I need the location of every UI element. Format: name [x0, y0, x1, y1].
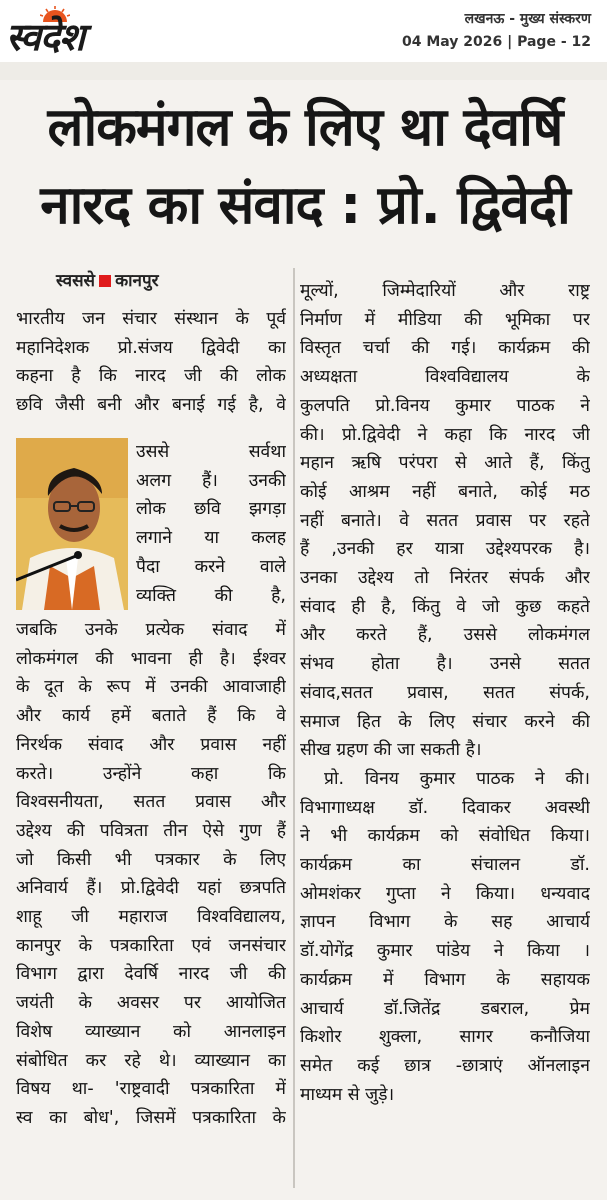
text-line: उनका उद्देश्य तो निरंतर संपर्क और	[300, 568, 590, 589]
text-line: जो किसी भी पत्रकार के लिए	[16, 849, 286, 870]
text-line: कार्यक्रम का संचालन डॉ.	[300, 855, 590, 876]
text-line: सीख ग्रहण की जा सकती है।	[300, 740, 482, 761]
masthead	[0, 0, 607, 60]
text-line: समेत कई छात्र -छात्राएं ऑनलाइन	[300, 1055, 590, 1076]
article-left-column-wrap	[136, 438, 286, 610]
red-square-icon	[99, 275, 111, 287]
text-line: मूल्यों, जिम्मेदारियों और राष्ट्र	[300, 281, 590, 301]
article-left-column-bottom	[16, 616, 286, 1133]
text-line: और करते हैं, उससे लोकमंगल	[300, 625, 590, 646]
headline-line-1: लोकमंगल के लिए था देवर्षि	[47, 97, 563, 158]
text-line: निर्माण में मीडिया की भूमिका पर	[300, 309, 590, 330]
text-line: विस्तृत चर्चा की गई। कार्यक्रम की	[300, 338, 590, 359]
text-line: कार्यक्रम में विभाग के सहायक	[300, 969, 590, 990]
article-right-column	[300, 277, 590, 1109]
text-line: करते। उन्होंने कहा कि	[16, 763, 286, 784]
text-line: विभाग द्वारा देवर्षि नारद जी की	[16, 964, 286, 985]
article-left-column-top	[16, 305, 286, 420]
text-line: लोकमंगल की भावना ही है। ईश्वर	[16, 648, 286, 669]
byline-city: कानपुर	[115, 271, 159, 291]
date-page-label: 04 May 2026 | Page - 12	[401, 34, 591, 50]
text-line: छवि जैसी बनी और बनाई गई है, वे	[16, 395, 286, 416]
text-line: अनिवार्य हैं। प्रो.द्विवेदी यहां छत्रपति	[16, 878, 286, 899]
text-line: पैदा करने वाले	[136, 556, 286, 577]
text-line: की। प्रो.द्विवेदी ने कहा कि नारद जी	[300, 424, 590, 445]
text-line: ज्ञापन विभाग के सह आचार्य	[300, 912, 590, 933]
text-line: महानिदेशक प्रो.संजय द्विवेदी का	[16, 337, 286, 358]
logo-text: स्वदेश	[6, 15, 84, 59]
text-line: व्यक्ति की है,	[136, 585, 286, 606]
text-line: ने भी कार्यक्रम को संवोधित किया।	[300, 826, 590, 847]
text-line: ओमशंकर गुप्ता ने किया। धन्यवाद	[300, 883, 590, 904]
text-line: भारतीय जन संचार संस्थान के पूर्व	[16, 309, 286, 329]
text-line: संबोधित कर रहे थे। व्याख्यान का	[16, 1050, 286, 1071]
text-line: महान ऋषि परंपरा से आते हैं, किंतु	[300, 453, 590, 474]
text-line: विषय था- 'राष्ट्रवादी पत्रकारिता में	[16, 1079, 286, 1100]
text-line: निरर्थक संवाद और प्रवास नहीं	[16, 734, 286, 755]
text-line: कानपुर के पत्रकारिता एवं जनसंचार	[16, 935, 286, 956]
text-line: कुलपति प्रो.विनय कुमार पाठक ने	[300, 395, 590, 416]
text-line: अध्यक्षता विश्वविद्यालय के	[300, 367, 590, 388]
text-line: उद्देश्य की पवित्रता तीन ऐसे गुण हैं	[16, 820, 286, 841]
text-line: विशेष व्याख्यान को आनलाइन	[16, 1021, 286, 1042]
text-line: जबकि उनके प्रत्येक संवाद में	[16, 620, 286, 640]
text-line: कोई आश्रम नहीं बनाते, कोई मठ	[300, 481, 590, 502]
text-line: संभव होता है। उनसे सतत	[300, 654, 590, 675]
text-line: आचार्य डॉ.जितेंद्र डबराल, प्रेम	[300, 998, 590, 1019]
text-line: समाज हित के लिए संचार करने की	[300, 711, 590, 732]
text-line: नहीं बनाते। वे सतत प्रवास पर रहते	[300, 510, 590, 531]
text-line: किशोर शुक्ला, सागर कनौजिया	[300, 1027, 590, 1048]
text-line: संवाद ही है, किंतु वे जो कुछ कहते	[300, 596, 590, 617]
column-divider	[293, 268, 295, 1188]
text-line: विश्वसनीयता, सतत प्रवास और	[16, 792, 286, 813]
speaker-photo	[16, 438, 128, 610]
text-line: कहना है कि नारद जी की लोक	[16, 366, 286, 387]
text-line: लगाने या कलह	[136, 528, 286, 549]
text-line: स्व का बोध', जिसमें पत्रकारिता के	[16, 1107, 286, 1128]
text-line: लोक छवि झगड़ा	[136, 499, 286, 520]
byline	[56, 268, 159, 291]
text-line: माध्यम से जुड़े।	[300, 1084, 395, 1105]
edition-label: लखनऊ - मुख्य संस्करण	[464, 11, 591, 27]
headline-line-2: नारद का संवाद : प्रो. द्विवेदी	[40, 175, 570, 236]
byline-agency: स्वससे	[56, 271, 96, 291]
text-line: उससे सर्वथा	[136, 442, 286, 462]
text-line: विभागाध्यक्ष डॉ. दिवाकर अवस्थी	[300, 797, 590, 818]
text-line: और कार्य हमें बताते हैं कि वे	[16, 706, 286, 727]
text-line: जयंती के अवसर पर आयोजित	[16, 993, 286, 1014]
text-line: अलग हैं। उनकी	[136, 470, 286, 491]
text-line: प्रो. विनय कुमार पाठक ने की।	[324, 768, 590, 789]
clipping-top-strip	[0, 62, 607, 80]
text-line: शाहू जी महाराज विश्वविद्यालय,	[16, 907, 286, 928]
text-line: संवाद,सतत प्रवास, सतत संपर्क,	[300, 682, 590, 703]
newspaper-logo	[6, 6, 146, 58]
text-line: डॉ.योगेंद्र कुमार पांडेय ने किया ।	[300, 941, 590, 962]
text-line: हैं ,उनकी हर यात्रा उद्देश्यपरक है।	[300, 539, 590, 560]
text-line: के दूत के रूप में उनकी आवाजाही	[16, 677, 286, 698]
